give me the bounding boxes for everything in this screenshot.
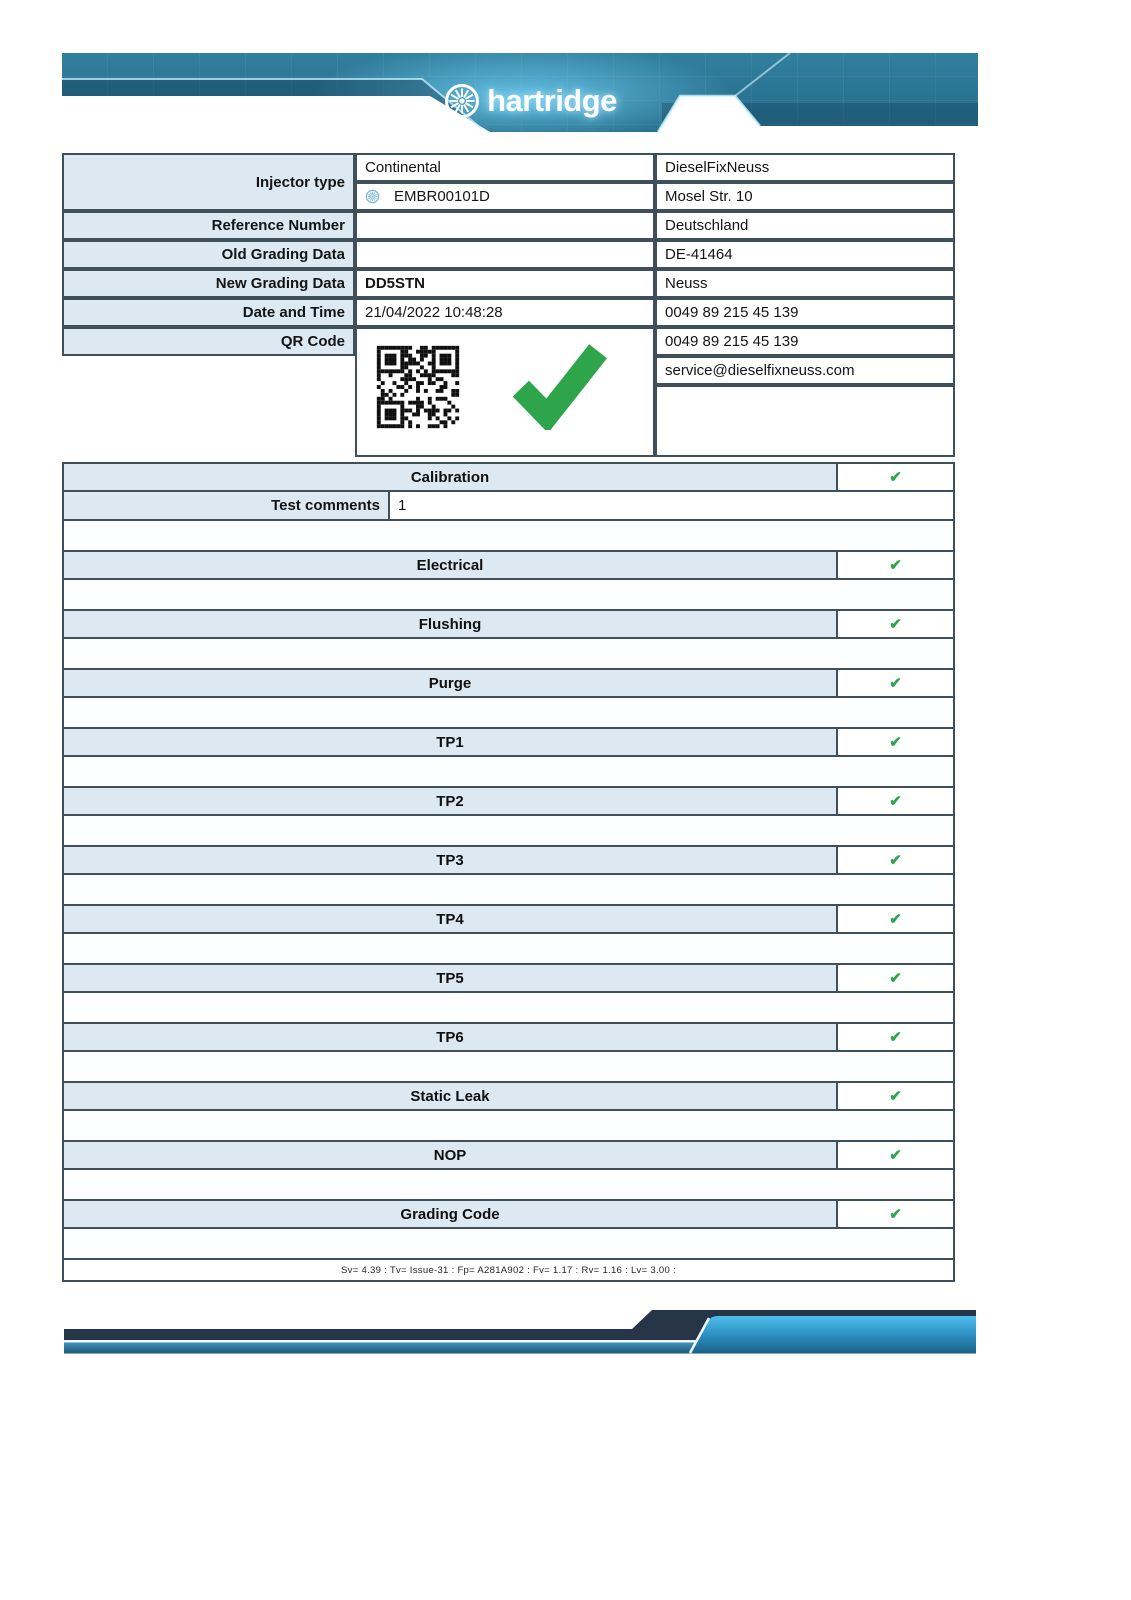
pass-check-icon: ✔	[836, 729, 953, 755]
hartridge-logo-text: hartridge	[487, 83, 617, 118]
section-label: TP6	[64, 1024, 836, 1050]
workshop-street: Mosel Str. 10	[655, 182, 955, 211]
section-label: TP1	[64, 729, 836, 755]
test-comments-value: 1	[390, 492, 953, 519]
injector-wheel-icon	[365, 189, 380, 204]
pass-check-icon: ✔	[836, 464, 953, 490]
pass-check-icon: ✔	[836, 965, 953, 991]
value-old-grading-data	[355, 240, 655, 269]
workshop-city: Neuss	[655, 269, 955, 298]
footer-banner-art	[52, 1309, 976, 1354]
section-row-calibration	[64, 462, 953, 492]
value-new-grading-data: DD5STN	[355, 269, 655, 298]
workshop-name: DieselFixNeuss	[655, 153, 955, 182]
pass-check-large-icon	[509, 338, 609, 430]
section-label: NOP	[64, 1142, 836, 1168]
section-row-tp3	[64, 845, 953, 875]
spacer-row	[64, 521, 953, 550]
test-comments-row	[64, 492, 953, 521]
value-injector-make: Continental	[355, 153, 655, 182]
spacer-row	[64, 639, 953, 668]
spacer-row	[64, 757, 953, 786]
section-row-tp6	[64, 1022, 953, 1052]
label-date-and-time: Date and Time	[62, 298, 355, 327]
qr-code-cell	[355, 327, 655, 457]
section-label: Calibration	[64, 464, 836, 490]
value-injector-model	[355, 182, 655, 211]
section-label: TP4	[64, 906, 836, 932]
section-label: Grading Code	[64, 1201, 836, 1227]
pass-check-icon: ✔	[836, 1083, 953, 1109]
qr-code	[369, 338, 467, 436]
injector-info-table	[62, 153, 955, 457]
section-row-flushing	[64, 609, 953, 639]
section-row-electrical	[64, 550, 953, 580]
test-comments-label: Test comments	[64, 492, 390, 519]
section-label: Flushing	[64, 611, 836, 637]
injector-model-text: EMBR00101D	[394, 188, 490, 205]
value-reference-number	[355, 211, 655, 240]
section-label: TP5	[64, 965, 836, 991]
label-injector-type: Injector type	[62, 153, 355, 211]
section-row-static-leak	[64, 1081, 953, 1111]
label-old-grading-data: Old Grading Data	[62, 240, 355, 269]
test-results-table	[62, 462, 955, 1282]
workshop-postcode: DE-41464	[655, 240, 955, 269]
header-banner	[62, 53, 978, 133]
workshop-country: Deutschland	[655, 211, 955, 240]
section-row-tp5	[64, 963, 953, 993]
pass-check-icon: ✔	[836, 670, 953, 696]
version-info-row: Sv= 4.39 : Tv= Issue-31 : Fp= A281A902 : Fv= 1.17 : Rv= 1.16 : Lv= 3.00 :	[64, 1258, 953, 1280]
section-row-purge	[64, 668, 953, 698]
pass-check-icon: ✔	[836, 906, 953, 932]
section-row-grading-code	[64, 1199, 953, 1229]
spacer-row	[64, 1229, 953, 1258]
spacer-row	[64, 934, 953, 963]
value-date-and-time: 21/04/2022 10:48:28	[355, 298, 655, 327]
label-new-grading-data: New Grading Data	[62, 269, 355, 298]
spacer-row	[64, 1170, 953, 1199]
label-qr-code: QR Code	[62, 327, 355, 356]
spacer-row	[64, 1111, 953, 1140]
hartridge-logo	[400, 79, 660, 123]
pass-check-icon: ✔	[836, 1142, 953, 1168]
section-label: Purge	[64, 670, 836, 696]
workshop-phone-2: 0049 89 215 45 139	[655, 327, 955, 356]
section-label: Electrical	[64, 552, 836, 578]
section-row-tp2	[64, 786, 953, 816]
pass-check-icon: ✔	[836, 552, 953, 578]
spacer-row	[64, 875, 953, 904]
hartridge-wheel-icon	[443, 82, 481, 120]
spacer-row	[64, 816, 953, 845]
pass-check-icon: ✔	[836, 1201, 953, 1227]
spacer-row	[64, 580, 953, 609]
pass-check-icon: ✔	[836, 847, 953, 873]
section-label: TP3	[64, 847, 836, 873]
section-label: TP2	[64, 788, 836, 814]
workshop-empty-cell	[655, 385, 955, 457]
spacer-row	[64, 698, 953, 727]
pass-check-icon: ✔	[836, 611, 953, 637]
pass-check-icon: ✔	[836, 1024, 953, 1050]
pass-check-icon: ✔	[836, 788, 953, 814]
section-label: Static Leak	[64, 1083, 836, 1109]
section-row-nop	[64, 1140, 953, 1170]
workshop-phone-1: 0049 89 215 45 139	[655, 298, 955, 327]
section-row-tp1	[64, 727, 953, 757]
spacer-row	[64, 993, 953, 1022]
label-reference-number: Reference Number	[62, 211, 355, 240]
workshop-email: service@dieselfixneuss.com	[655, 356, 955, 385]
footer-banner	[52, 1309, 976, 1354]
section-row-tp4	[64, 904, 953, 934]
spacer-row	[64, 1052, 953, 1081]
